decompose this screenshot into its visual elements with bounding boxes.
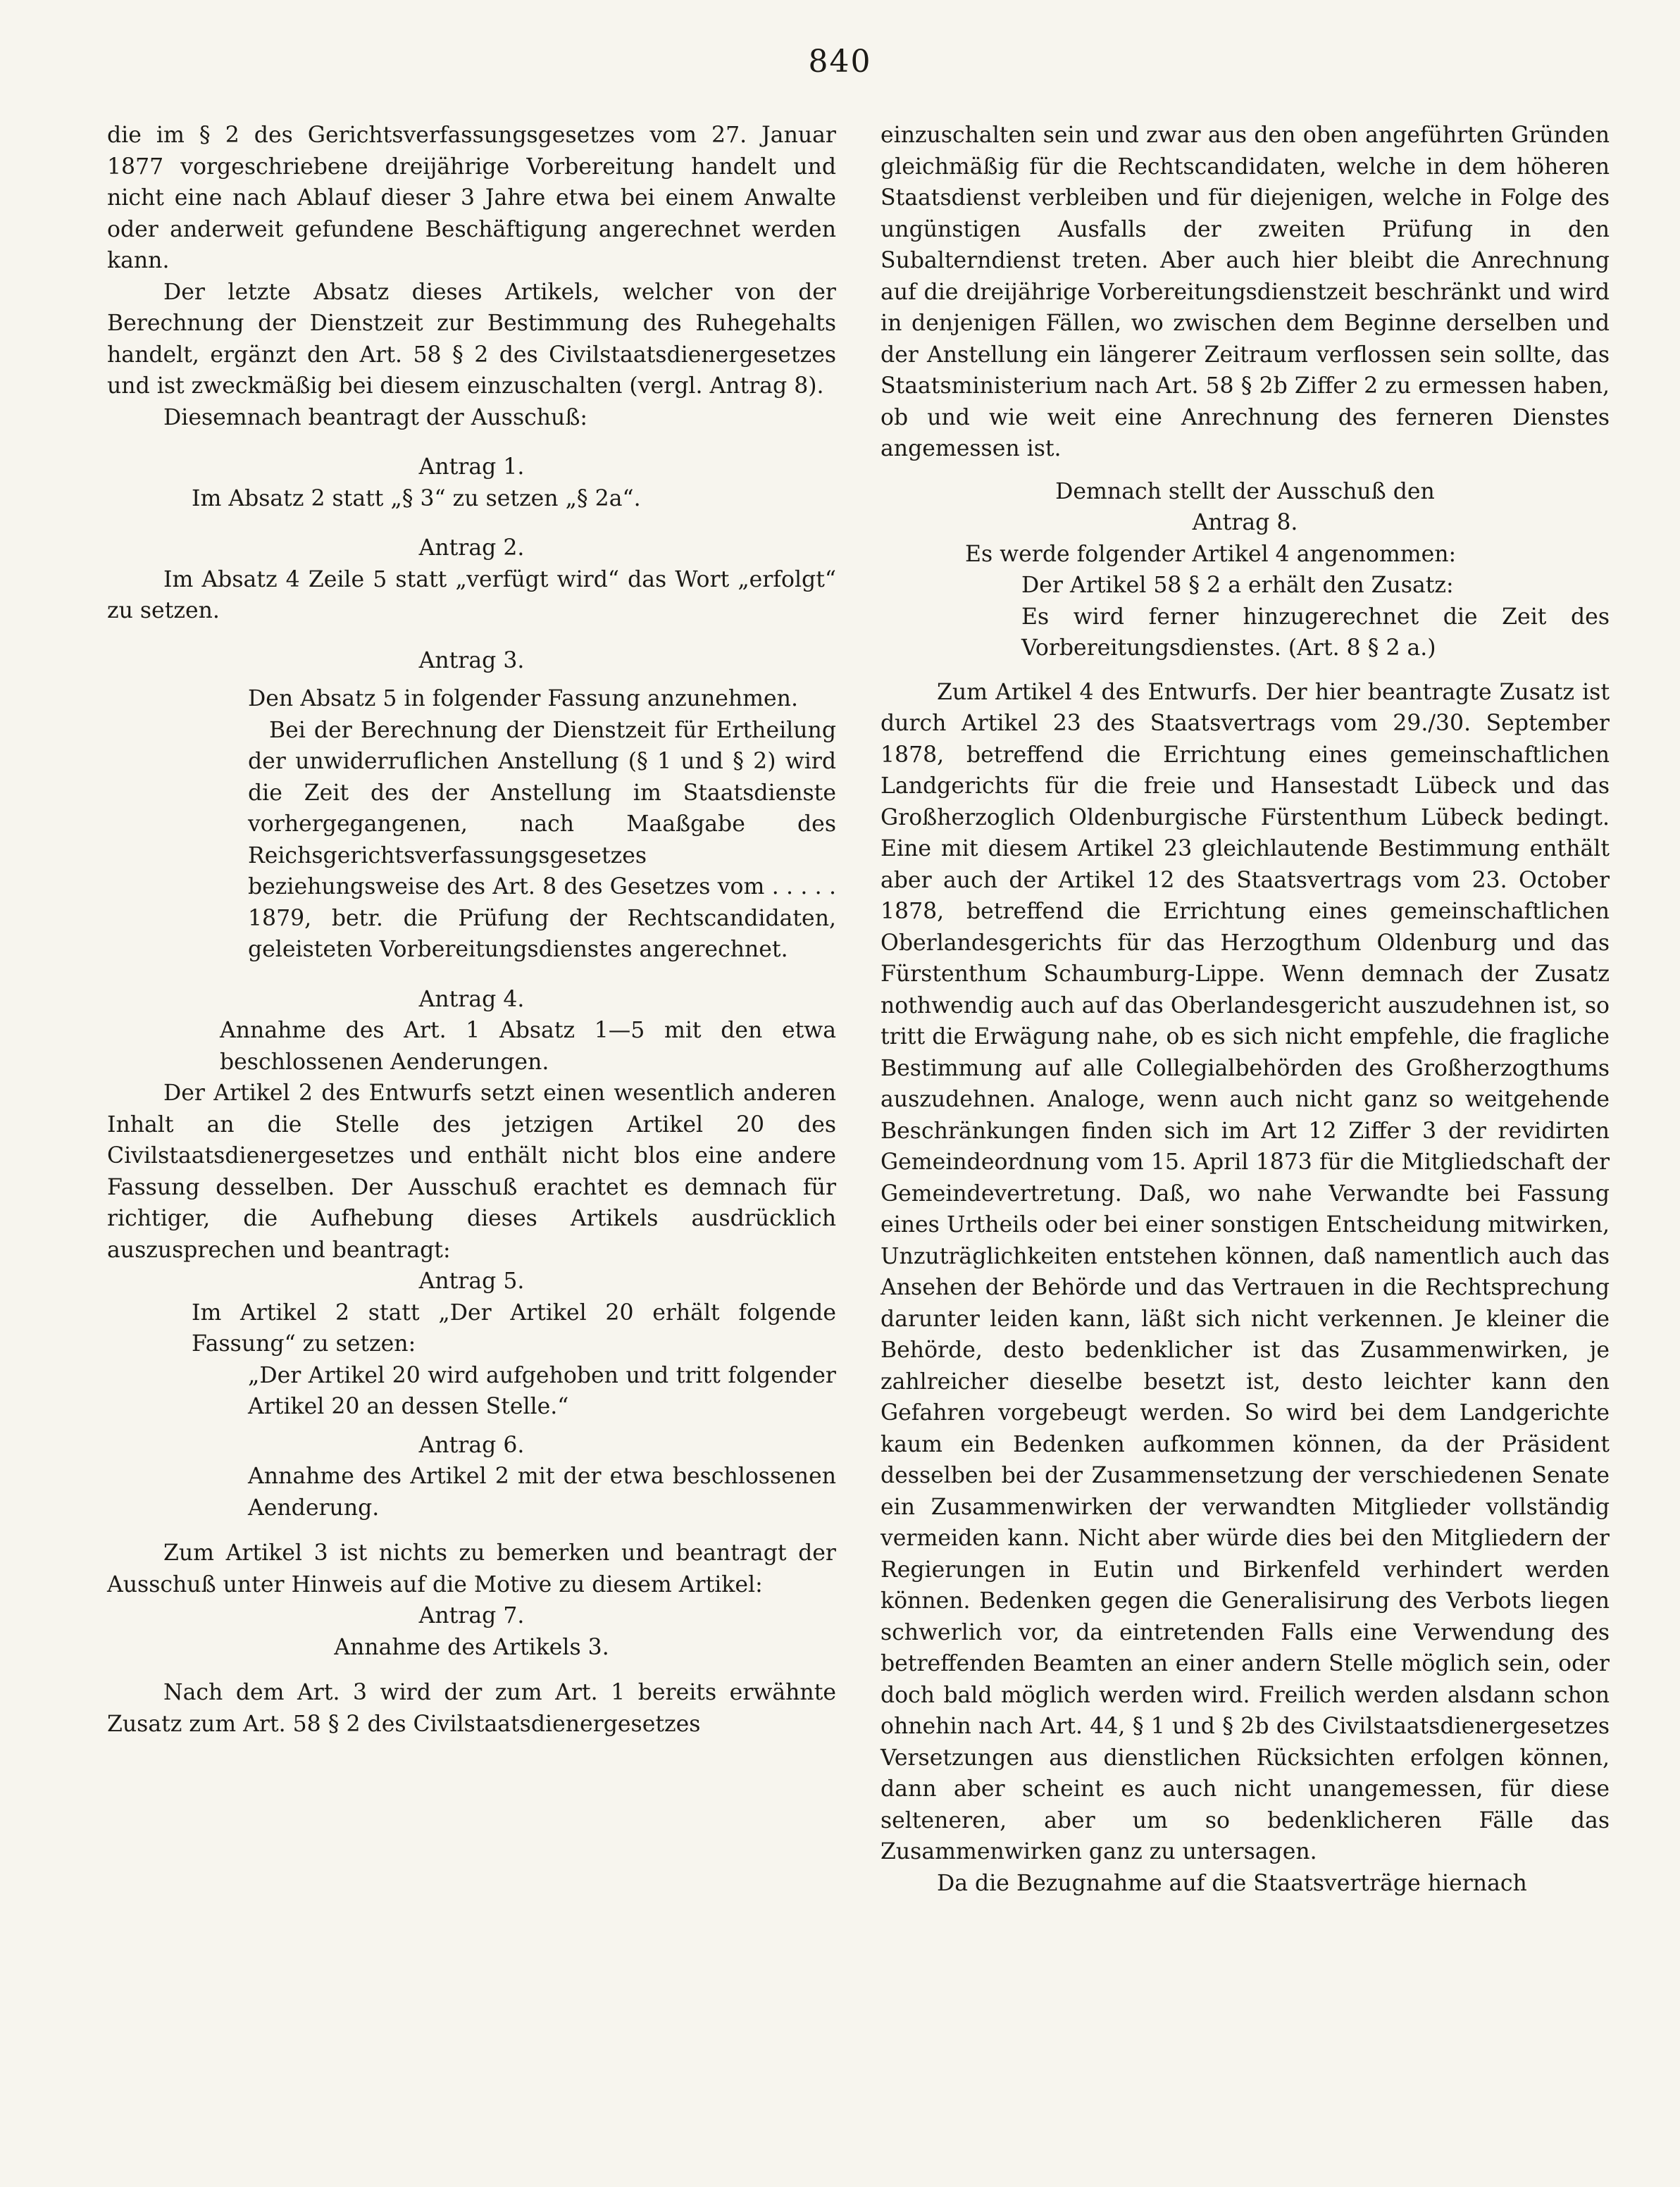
antrag-8-text: Es werde folgender Artikel 4 angenommen: xyxy=(965,541,1457,567)
antrag-1-text: Im Absatz 2 statt „§ 3“ zu setzen „§ 2a“. xyxy=(192,485,641,511)
antrag-8-quote: Der Artikel 58 § 2 a erhält den Zusatz: xyxy=(1021,573,1454,598)
antrag-3-quote: Bei der Berechnung der Dienstzeit für Ertheilung der unwiderruflichen Anstellung (§ 1 und § 2) wird die Zeit des der Anstellung im Staatsdienste vorhergegangenen, nach Maaßgabe des Reichsgerichtsverfassungsgesetzes beziehungsweise des Art. 8 des Gesetzes vom . . . . . 1879, betr. die Prüfung der Rechtscandidaten, geleisteten Vorbereitungsdienstes angerechnet. xyxy=(248,717,836,962)
antrag-1-heading: Antrag 1. xyxy=(418,454,525,480)
left-column xyxy=(107,120,836,1740)
antrag-8-heading: Antrag 8. xyxy=(1192,510,1298,535)
antrag-3-text: Den Absatz 5 in folgender Fassung anzunehmen. xyxy=(248,686,798,711)
paragraph: Da die Bezugnahme auf die Staatsverträge hiernach xyxy=(937,1870,1527,1896)
antrag-8-quote: Es wird ferner hinzugerechnet die Zeit des Vorbereitungsdienstes. (Art. 8 § 2 a.) xyxy=(1021,604,1610,661)
page-number: 840 xyxy=(808,44,872,80)
antrag-4-heading: Antrag 4. xyxy=(418,986,525,1012)
antrag-6-text: Annahme des Artikel 2 mit der etwa beschlossenen Aenderung. xyxy=(248,1464,836,1521)
paragraph: die im § 2 des Gerichtsverfassungsgesetzes vom 27. Januar 1877 vorgeschriebene dreijährige Vorbereitung handelt und nicht eine nach Ablauf dieser 3 Jahre etwa bei einem Anwalte oder anderweit gefundene Beschäftigung angerechnet werden kann. xyxy=(107,123,836,273)
antrag-4-text: Annahme des Art. 1 Absatz 1—5 mit den etwa beschlossenen Aenderungen. xyxy=(220,1018,836,1075)
antrag-5-heading: Antrag 5. xyxy=(418,1269,525,1294)
paragraph: Zum Artikel 4 des Entwurfs. Der hier beantragte Zusatz ist durch Artikel 23 des Staatsvertrags vom 29./30. September 1878, betreffend die Errichtung eines gemeinschaftlichen Landgerichts für die freie und Hansestadt Lübeck und das Großherzoglich Oldenburgische Fürstenthum Lübeck bedingt. Eine mit diesem Artikel 23 gleichlautende Bestimmung enthält aber auch der Artikel 12 des Staatsvertrags vom 23. October 1878, betreffend die Errichtung eines gemeinschaftlichen Oberlandesgerichts für das Herzogthum Oldenburg und das Fürstenthum Schaumburg-Lippe. Wenn demnach der Zusatz nothwendig auch auf das Oberlandesgericht auszudehnen ist, so tritt die Erwägung nahe, ob es sich nicht empfehle, die fragliche Bestimmung auf alle Collegialbehörden des Großherzogthums auszudehnen. Analoge, wenn auch nicht ganz so weitgehende Beschränkungen finden sich im Art 12 Ziffer 3 der revidirten Gemeindeordnung vom 15. April 1873 für die Mitgliedschaft der Gemeindevertretung. Daß, wo nahe Verwandte bei Fassung eines Urtheils oder bei einer sonstigen Entscheidung mitwirken, Unzuträglichkeiten entstehen können, daß namentlich auch das Ansehen der Behörde und das Vertrauen in die Rechtsprechung darunter leiden kann, läßt sich nicht verkennen. Je kleiner die Behörde, desto bedenklicher ist das Zusammenwirken, je zahlreicher dieselbe besetzt ist, desto leichter kann den Gefahren vorgebeugt werden. So wird bei dem Landgerichte kaum ein Bedenken aufkommen können, da der Präsident desselben bei der Zusammensetzung der verschiedenen Senate ein Zusammenwirken der verwandten Mitglieder vollständig vermeiden kann. Nicht aber würde dies bei den Mitgliedern der Regierungen in Eutin und Birkenfeld verhindert werden können. Bedenken gegen die Generalisirung des Verbots liegen schwerlich vor, da eintretenden Falls eine Verwendung des betreffenden Beamten an einer andern Stelle möglich sein, oder doch bald möglich werden wird. Freilich werden alsdann schon ohnehin nach Art. 44, § 1 und § 2b des Civilstaatsdienergesetzes Versetzungen aus dienstlichen Rücksichten erfolgen können, dann aber scheint es auch nicht unangemessen, für diese selteneren, aber um so bedenklicheren Fälle das Zusammenwirken ganz zu untersagen. xyxy=(881,679,1610,1864)
paragraph: Diesemnach beantragt der Ausschuß: xyxy=(163,404,587,430)
antrag-5-text: Im Artikel 2 statt „Der Artikel 20 erhält folgende Fassung“ zu setzen: xyxy=(192,1300,836,1357)
antrag-5-quote: „Der Artikel 20 wird aufgehoben und tritt folgender Artikel 20 an dessen Stelle.“ xyxy=(248,1362,836,1419)
antrag-7-text: Annahme des Artikels 3. xyxy=(334,1634,609,1660)
paragraph: Der letzte Absatz dieses Artikels, welcher von der Berechnung der Dienstzeit zur Bestimmung des Ruhegehalts handelt, ergänzt den Art. 58 § 2 des Civilstaatsdienergesetzes und ist zweckmäßig bei diesem einzuschalten (vergl. Antrag 8). xyxy=(107,279,836,399)
antrag-6-heading: Antrag 6. xyxy=(418,1432,525,1458)
paragraph: Der Artikel 2 des Entwurfs setzt einen wesentlich anderen Inhalt an die Stelle des jetzigen Artikel 20 des Civilstaatsdienergesetzes und enthält nicht blos eine andere Fassung desselben. Der Ausschuß erachtet es demnach für richtiger, die Aufhebung dieses Artikels ausdrücklich auszusprechen und beantragt: xyxy=(107,1080,836,1263)
antrag-7-heading: Antrag 7. xyxy=(418,1603,525,1628)
right-column xyxy=(881,120,1610,1899)
antrag-3-heading: Antrag 3. xyxy=(418,647,525,673)
paragraph: Zum Artikel 3 ist nichts zu bemerken und beantragt der Ausschuß unter Hinweis auf die Motive zu diesem Artikel: xyxy=(107,1540,836,1597)
paragraph: Demnach stellt der Ausschuß den xyxy=(1055,478,1435,504)
paragraph: einzuschalten sein und zwar aus den oben angeführten Gründen gleichmäßig für die Rechtscandidaten, welche in dem höheren Staatsdienst verbleiben und für diejenigen, welche in Folge des ungünstigen Ausfalls der zweiten Prüfung in den Subalterndienst treten. Aber auch hier bleibt die Anrechnung auf die dreijährige Vorbereitungsdienstzeit beschränkt und wird in denjenigen Fällen, wo zwischen dem Beginne derselben und der Anstellung ein längerer Zeitraum verflossen sein sollte, das Staatsministerium nach Art. 58 § 2b Ziffer 2 zu ermessen haben, ob und wie weit eine Anrechnung des ferneren Dienstes angemessen ist. xyxy=(881,123,1610,461)
antrag-2-text: Im Absatz 4 Zeile 5 statt „verfügt wird“ das Wort „erfolgt“ zu setzen. xyxy=(107,566,836,623)
antrag-2-heading: Antrag 2. xyxy=(418,535,525,561)
paragraph: Nach dem Art. 3 wird der zum Art. 1 bereits erwähnte Zusatz zum Art. 58 § 2 des Civilstaatsdienergesetzes xyxy=(107,1680,836,1737)
